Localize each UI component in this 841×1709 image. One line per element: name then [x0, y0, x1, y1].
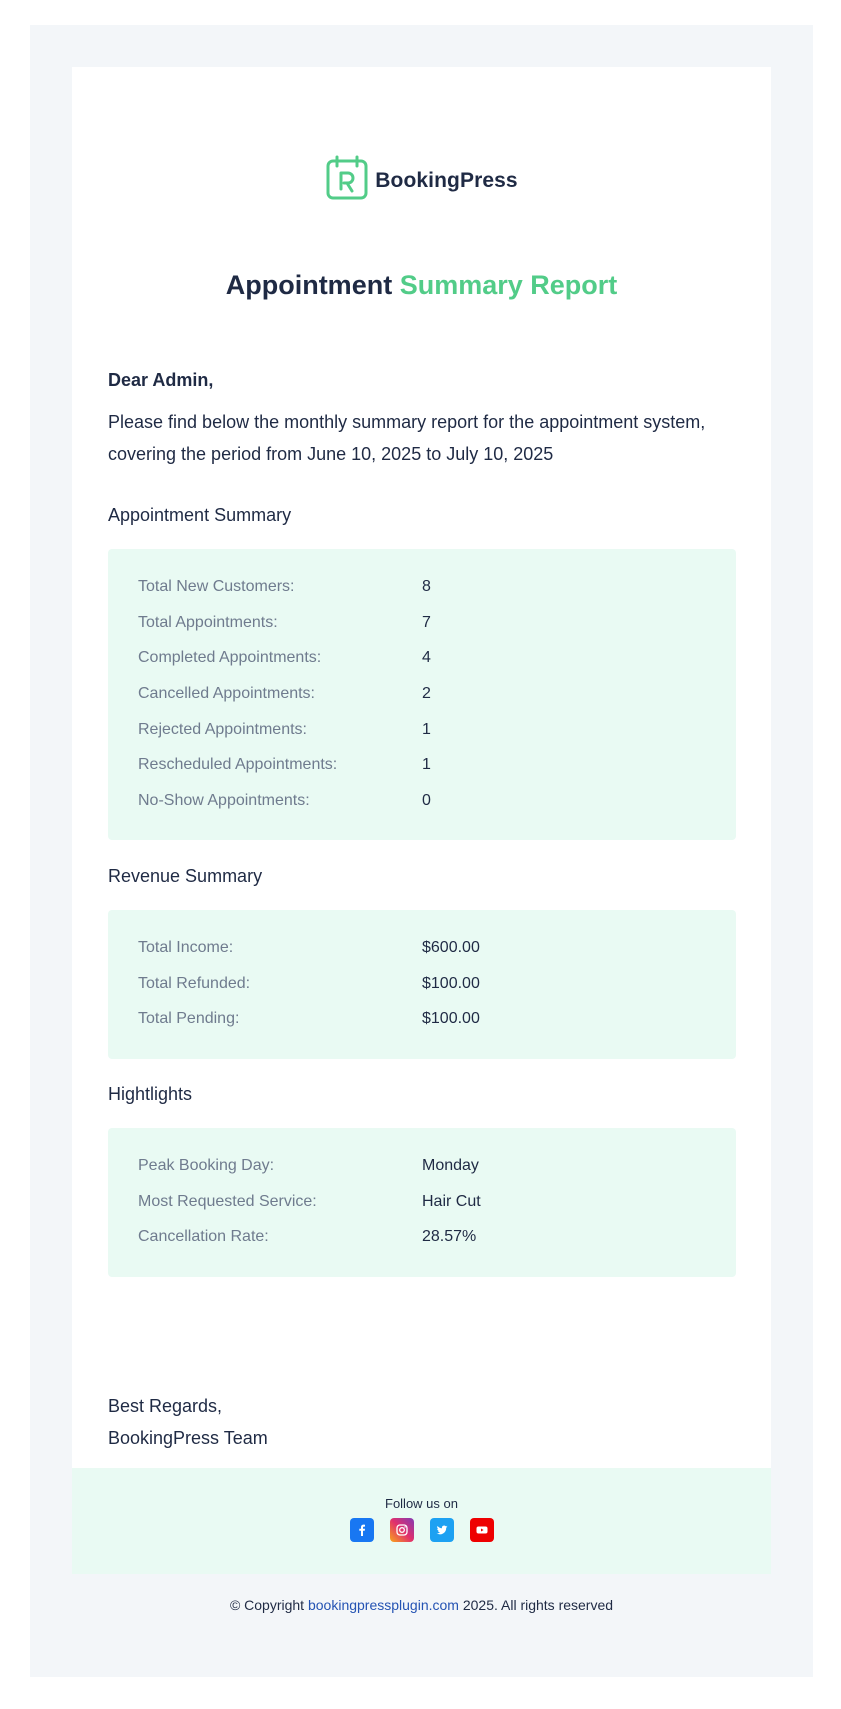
summary-row: [138, 754, 698, 776]
email-background: [30, 25, 813, 1677]
brand-logo: [72, 155, 771, 206]
revenue-summary-title: Revenue Summary: [108, 866, 263, 886]
closing: [108, 1390, 268, 1454]
summary-label: Rejected Appointments:: [138, 721, 307, 738]
summary-label: Total Appointments:: [138, 614, 278, 631]
summary-value: 0: [422, 792, 431, 809]
highlight-row: [138, 1226, 698, 1248]
revenue-value: $100.00: [422, 1010, 480, 1027]
website-link[interactable]: bookingpressplugin.com: [307, 1597, 459, 1613]
email-card: [72, 67, 771, 1468]
greeting: Dear Admin,: [108, 370, 214, 390]
copyright: [30, 1597, 813, 1613]
revenue-value: $100.00: [422, 975, 480, 992]
appointment-summary-box: [108, 549, 736, 840]
closing-regards: Best Regards,: [108, 1396, 223, 1416]
highlight-label: Peak Booking Day:: [138, 1157, 275, 1174]
summary-row: [138, 719, 698, 741]
report-title-accent: Summary Report: [399, 270, 618, 300]
highlight-value: Hair Cut: [422, 1193, 481, 1210]
facebook-icon[interactable]: [350, 1518, 374, 1542]
summary-label: No-Show Appointments:: [138, 792, 310, 809]
summary-row: [138, 683, 698, 705]
revenue-label: Total Income:: [138, 939, 234, 956]
social-footer: [72, 1468, 771, 1574]
revenue-row: [138, 973, 698, 995]
highlights-box: [108, 1128, 736, 1277]
bookingpress-logo-icon: [325, 155, 369, 206]
copyright-suffix: 2025. All rights reserved: [458, 1597, 614, 1613]
report-title-main: Appointment: [225, 270, 393, 300]
summary-row: [138, 647, 698, 669]
revenue-row: [138, 937, 698, 959]
summary-value: 1: [422, 756, 431, 773]
summary-value: 7: [422, 614, 431, 631]
revenue-summary-box: [108, 910, 736, 1059]
highlight-row: [138, 1191, 698, 1213]
summary-label: Cancelled Appointments:: [138, 685, 315, 702]
summary-label: Rescheduled Appointments:: [138, 756, 338, 773]
intro-paragraph: Please find below the monthly summary report for the appointment system, covering the period from June 10, 2025 to July 10, 2025: [108, 412, 706, 464]
summary-value: 2: [422, 685, 431, 702]
revenue-label: Total Refunded:: [138, 975, 251, 992]
follow-us-text: Follow us on: [385, 1496, 458, 1511]
highlights-title: Hightlights: [108, 1084, 193, 1104]
instagram-icon[interactable]: [390, 1518, 414, 1542]
appointment-summary-title: Appointment Summary: [108, 505, 292, 525]
report-title: [72, 270, 771, 301]
revenue-label: Total Pending:: [138, 1010, 240, 1027]
summary-label: Completed Appointments:: [138, 649, 322, 666]
summary-label: Total New Customers:: [138, 578, 295, 595]
highlight-row: [138, 1155, 698, 1177]
copyright-prefix: © Copyright: [229, 1597, 308, 1613]
closing-signature: BookingPress Team: [108, 1428, 268, 1448]
highlight-label: Most Requested Service:: [138, 1193, 317, 1210]
twitter-icon[interactable]: [430, 1518, 454, 1542]
revenue-value: $600.00: [422, 939, 480, 956]
highlight-label: Cancellation Rate:: [138, 1228, 269, 1245]
summary-value: 8: [422, 578, 431, 595]
revenue-row: [138, 1008, 698, 1030]
summary-value: 4: [422, 649, 431, 666]
summary-row: [138, 612, 698, 634]
social-links: [72, 1518, 771, 1542]
brand-name: BookingPress: [375, 168, 518, 192]
highlight-value: 28.57%: [422, 1228, 477, 1245]
highlight-value: Monday: [422, 1157, 479, 1174]
summary-row: [138, 790, 698, 812]
summary-value: 1: [422, 721, 431, 738]
summary-row: [138, 576, 698, 598]
youtube-icon[interactable]: [470, 1518, 494, 1542]
